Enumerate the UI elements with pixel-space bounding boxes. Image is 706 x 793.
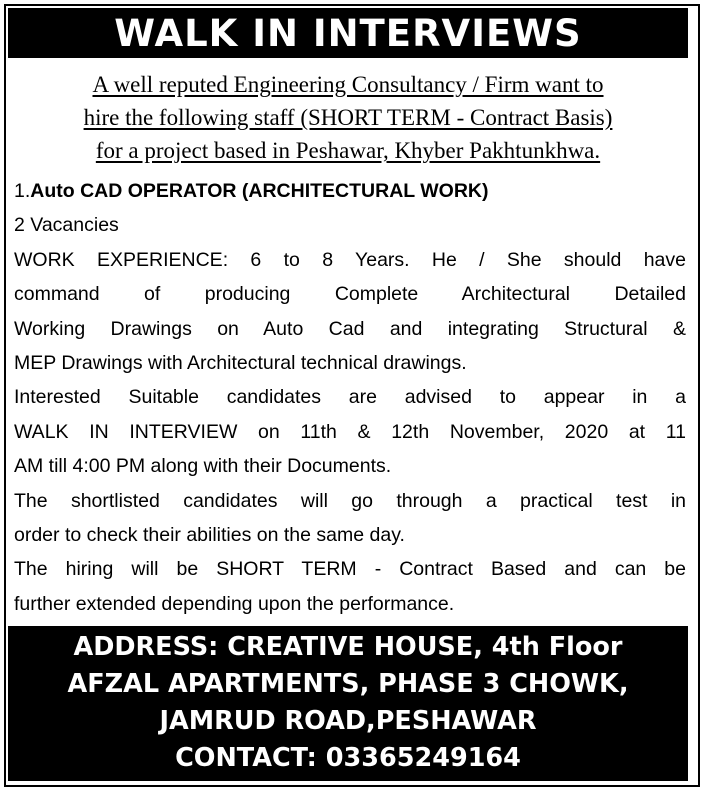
intro-text [8,68,688,167]
body-line: The shortlisted candidates will go through a practical test in [14,489,686,512]
body-line: The hiring will be SHORT TERM - Contract Based and can be [14,558,686,581]
body-line: command of producing Complete Architectural Detailed [14,283,686,306]
intro-line: hire the following staff (SHORT TERM - Contract Basis) [83,105,613,130]
body-line: further extended depending upon the performance. [14,592,455,615]
position-heading [14,174,686,208]
page-title: WALK IN INTERVIEWS [114,11,582,55]
body-line: WALK IN INTERVIEW on 11th & 12th November, 2020 at 11 [14,420,686,443]
contact-number: CONTACT: 03365249164 [175,743,521,773]
intro-line: for a project based in Peshawar, Khyber Pakhtunkhwa. [95,138,601,163]
position-title: Auto CAD OPERATOR (ARCHITECTURAL WORK) [30,180,489,202]
body-line: WORK EXPERIENCE: 6 to 8 Years. He / She should have [14,248,686,271]
address-line: ADDRESS: CREATIVE HOUSE, 4th Floor [73,632,623,662]
vacancies-text: 2 Vacancies [14,214,119,237]
job-details [14,174,686,621]
body-line: order to check their abilities on the same day. [14,524,405,547]
position-number: 1. [14,180,31,202]
intro-line: A well reputed Engineering Consultancy / Firm want to [92,72,604,97]
body-line: Working Drawings on Auto Cad and integrating Structural & [14,317,686,340]
header-banner [8,8,688,58]
body-line: Interested Suitable candidates are advised to appear in a [14,386,686,409]
address-line: AFZAL APARTMENTS, PHASE 3 CHOWK, [67,669,629,699]
address-line: JAMRUD ROAD,PESHAWAR [159,706,537,736]
body-line: MEP Drawings with Architectural technical drawings. [14,352,467,375]
body-line: AM till 4:00 PM along with their Documents. [14,455,392,478]
contact-banner [8,626,688,781]
